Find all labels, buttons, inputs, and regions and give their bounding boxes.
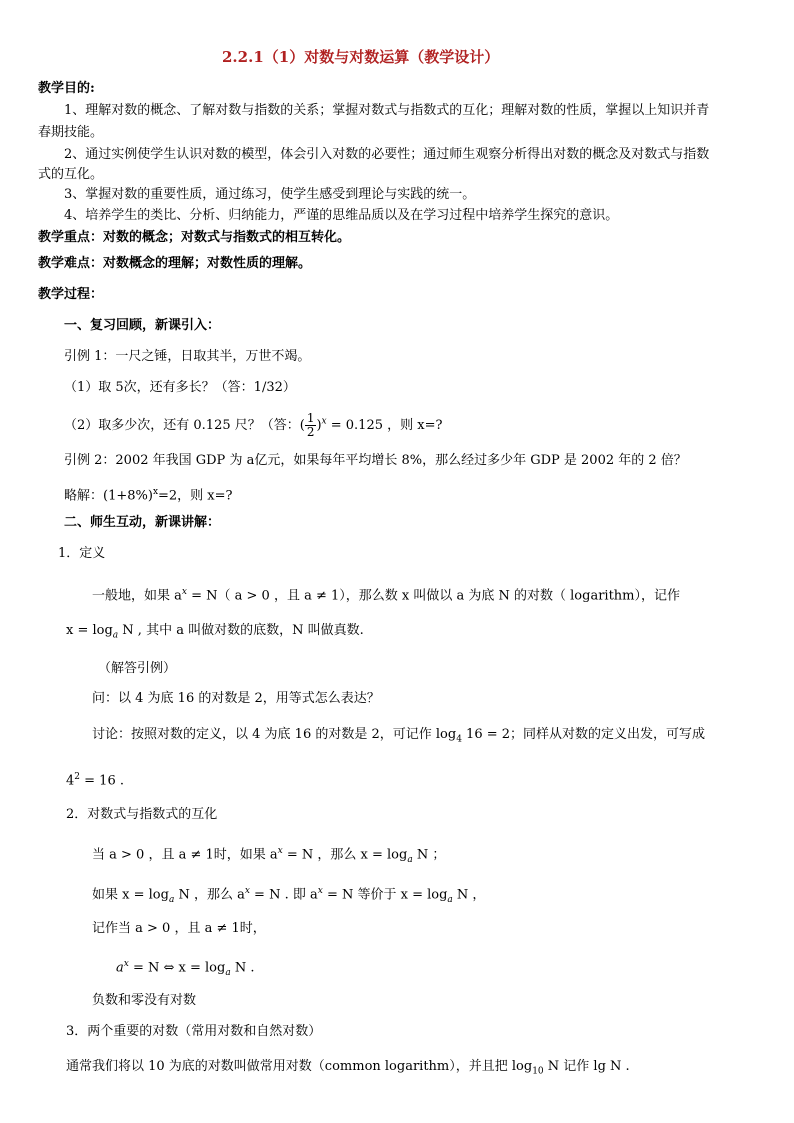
exponential-power: 2 — [74, 772, 81, 782]
exponential-base: 4 — [66, 773, 75, 789]
exponential-form — [66, 768, 124, 790]
conversion-2-log-base-2: a — [447, 894, 453, 905]
question-2 — [64, 412, 442, 439]
conversion-2-text-1: 如果 x = log — [92, 887, 169, 903]
question-text: 问：以 4 为底 16 的对数是 2，用等式怎么表达？ — [92, 691, 380, 706]
objective-line-1-cont: 春期技能。 — [38, 125, 104, 140]
section2-heading: 二、师生互动，新课讲解： — [64, 515, 221, 530]
conversion-1-text-1: 当 a > 0 ，且 a ≠ 1时，如果 a — [92, 847, 278, 863]
conversion-heading: 2．对数式与指数式的互化 — [66, 807, 218, 822]
equivalence-base: a — [116, 960, 124, 976]
objective-line-4: 4、培养学生的类比、分析、归纳能力，严谨的思维品质以及在学习过程中培养学生探究的意识。 — [64, 208, 619, 223]
question-1: （1）取 5次，还有多长？（答：1/32） — [64, 380, 296, 395]
discussion-log-base: 4 — [456, 734, 462, 745]
definition-text-1: 一般地，如果 a — [92, 588, 182, 604]
conversion-2-exponent: x — [244, 886, 250, 896]
discussion-text-2: 16 = 2；同样从对数的定义出发，可写成 — [461, 727, 706, 742]
conversion-2-text-5: N ， — [452, 887, 486, 903]
negative-zero-note: 负数和零没有对数 — [92, 993, 197, 1008]
process-heading: 教学过程： — [38, 287, 104, 302]
definition-exponent: x — [181, 587, 187, 597]
definition-log: x = log — [66, 623, 113, 638]
conversion-2-text-4: = N 等价于 x = log — [322, 887, 448, 903]
common-log-text-2: N 记作 lg N . — [543, 1059, 630, 1074]
equivalence-log-base: a — [225, 967, 231, 978]
question-2-text: （2）取多少次，还有 0.125 尺？（答：( — [64, 418, 305, 433]
definition-line-1 — [92, 583, 680, 605]
exponential-result: = 16 . — [80, 773, 124, 789]
definition-line-2 — [66, 622, 364, 645]
discussion-line — [92, 726, 705, 749]
equivalence-line — [116, 955, 254, 982]
brief-solution-exponent: x — [152, 487, 159, 497]
conversion-2-text-2: N ，那么 a — [174, 887, 245, 903]
discussion-text-1: 讨论：按照对数的定义，以 4 为底 16 的对数是 2，可记作 log — [92, 727, 457, 742]
equivalence-text-2: N . — [230, 960, 255, 976]
equivalence-exponent: x — [123, 959, 129, 969]
conversion-2-exponent-2: x — [317, 886, 323, 896]
definition-text-3: N , 其中 a 叫做对数的底数，N 叫做真数. — [118, 623, 364, 638]
fraction-numerator: 1 — [306, 411, 315, 425]
equivalence-text-1: = N ⇔ x = log — [128, 960, 226, 976]
conversion-1-log-base: a — [407, 854, 413, 865]
common-log-text-1: 通常我们将以 10 为底的对数叫做常用对数（common logarithm），并且把 log — [66, 1059, 533, 1074]
example-1: 引例 1：一尺之锤，日取其半，万世不竭。 — [64, 349, 311, 364]
objective-line-2: 2、通过实例使学生认识对数的模型，体会引入对数的必要性；通过师生观察分析得出对数的概念及对数式与指数 — [64, 147, 710, 162]
conversion-1-text-3: N ； — [412, 847, 446, 863]
brief-solution-text: 略解：(1+8%) — [64, 488, 153, 504]
example-2: 引例 2：2002 年我国 GDP 为 a亿元，如果每年平均增长 8%，那么经过多少年 GDP 是 2002 年的 2 倍？ — [64, 453, 687, 468]
section1-heading: 一、复习回顾，新课引入： — [64, 318, 221, 333]
common-log-line — [66, 1058, 630, 1081]
objective-line-1: 1、理解对数的概念、了解对数与指数的关系；掌握对数式与指数式的互化；理解对数的性质，掌握以上知识并青 — [64, 103, 710, 118]
question-2-tail: = 0.125 ，则 x=? — [326, 418, 443, 433]
conversion-line-3: 记作当 a > 0 ，且 a ≠ 1时， — [92, 921, 266, 936]
key-point: 教学重点：对数的概念；对数式与指数式的相互转化。 — [38, 230, 351, 245]
fraction-one-half — [305, 412, 317, 439]
brief-solution-tail: =2，则 x=? — [158, 488, 233, 504]
conversion-2-log-base: a — [168, 894, 175, 905]
conversion-2-text-3: = N . 即 a — [249, 887, 318, 903]
question-2-paren: ) — [316, 418, 322, 433]
conversion-1-text-2: = N ，那么 x = log — [282, 847, 408, 863]
common-log-base: 10 — [532, 1066, 544, 1077]
document-title: 2.2.1（1）对数与对数运算（教学设计） — [222, 48, 500, 66]
fraction-denominator: 2 — [306, 425, 315, 439]
objective-line-2-cont: 式的互化。 — [38, 167, 104, 182]
difficulty: 教学难点：对数概念的理解；对数性质的理解。 — [38, 256, 312, 271]
definition-heading: 1．定义 — [58, 546, 106, 561]
objectives-heading: 教学目的: — [38, 81, 95, 96]
question-2-exponent: x — [321, 416, 327, 427]
conversion-line-1 — [92, 842, 445, 869]
definition-log-base: a — [112, 630, 119, 641]
answer-example: （解答引例） — [98, 661, 177, 676]
conversion-1-exponent: x — [277, 846, 283, 856]
two-important-logs-heading: 3．两个重要的对数（常用对数和自然对数） — [66, 1024, 322, 1039]
definition-text-2: = N（ a > 0 ，且 a ≠ 1），那么数 x 叫做以 a 为底 N 的对数（ logarithm），记作 — [186, 588, 680, 604]
objective-line-3: 3、掌握对数的重要性质，通过练习，使学生感受到理论与实践的统一。 — [64, 187, 476, 202]
conversion-line-2 — [92, 882, 485, 909]
brief-solution — [64, 483, 233, 505]
